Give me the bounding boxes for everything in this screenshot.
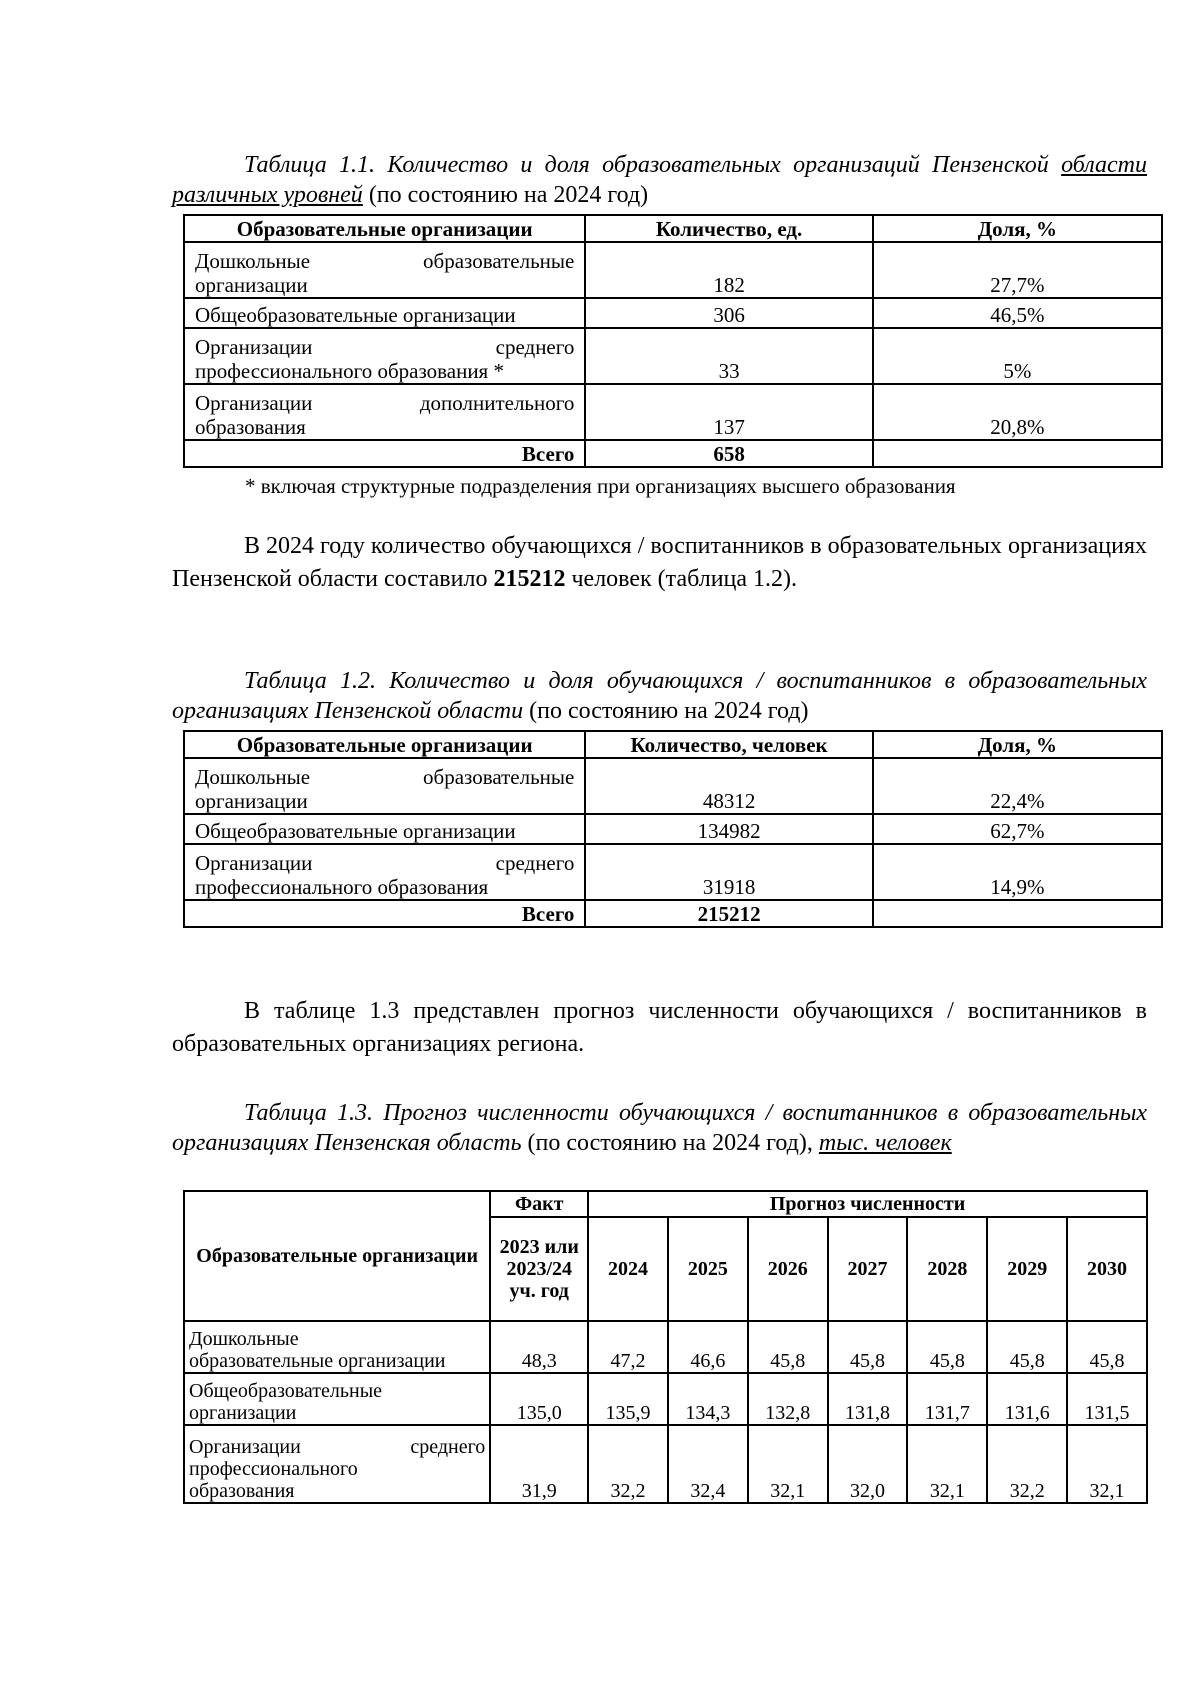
table2-header-count: Количество, человек [585, 731, 872, 758]
org-line1: Организации дополнительного [195, 391, 575, 415]
table-cell-value: 32,1 [1067, 1425, 1147, 1503]
table-cell-org: Общеобразовательные организации [184, 814, 585, 844]
table3-caption [172, 1098, 1147, 1158]
table-cell-value: 131,8 [828, 1373, 908, 1425]
table-row [184, 814, 1162, 844]
table-cell-value: 46,6 [668, 1321, 748, 1373]
org-line2: организации [195, 273, 308, 297]
table-cell-value: 32,1 [907, 1425, 987, 1503]
table-row [184, 844, 1162, 900]
table-cell-count: 134982 [585, 814, 872, 844]
table-row [184, 1321, 1147, 1373]
table2-total-value: 215212 [585, 900, 872, 927]
paragraph-2: В таблице 1.3 представлен прогноз численности обучающихся / воспитанников в образовательных организациях региона. [172, 998, 1147, 1057]
table-cell-share: 5% [873, 328, 1162, 384]
table-cell-value: 45,8 [748, 1321, 828, 1373]
table3-header-row-1 [184, 1191, 1147, 1217]
table3-header-year: 2028 [907, 1217, 987, 1321]
table-row [184, 758, 1162, 814]
table3-header-year: 2025 [668, 1217, 748, 1321]
table3-header-year: 2026 [748, 1217, 828, 1321]
table-cell-value: 47,2 [588, 1321, 668, 1373]
table-cell-value: 32,0 [828, 1425, 908, 1503]
table1 [183, 214, 1163, 468]
table2-caption-plain: (по состоянию на 2024 год) [523, 698, 809, 724]
table-cell-count: 31918 [585, 844, 872, 900]
table-cell-fact: 31,9 [490, 1425, 588, 1503]
table1-caption-underlined: области различных уровней [172, 152, 1148, 208]
org-line1: Дошкольные [189, 1328, 299, 1350]
table2-header-org: Образовательные организации [184, 731, 585, 758]
table-cell-share: 46,5% [873, 298, 1162, 328]
table3-header-year: 2024 [588, 1217, 668, 1321]
table-cell-org [184, 384, 585, 440]
org-line2: образовательные организации [189, 1350, 446, 1372]
table-cell-share: 22,4% [873, 758, 1162, 814]
org-line2: профессионального [189, 1458, 358, 1480]
table-cell-value: 45,8 [907, 1321, 987, 1373]
table-cell-count: 48312 [585, 758, 872, 814]
org-line3: образования [189, 1480, 295, 1502]
table2-header-share: Доля, % [873, 731, 1162, 758]
table-cell-org: Общеобразовательные организации [184, 298, 585, 328]
table3-caption-italic: Таблица 1.3. Прогноз численности обучающихся / воспитанников в образовательных организациях Пензенская область [172, 1100, 1147, 1156]
table1-header-share: Доля, % [873, 215, 1162, 242]
table-cell-org [184, 844, 585, 900]
table1-total-value: 658 [585, 440, 872, 467]
table1-header-row [184, 215, 1162, 242]
org-line1: Дошкольные образовательные [195, 765, 575, 789]
table-cell-value: 134,3 [668, 1373, 748, 1425]
table3 [183, 1190, 1148, 1504]
table-cell-value: 32,4 [668, 1425, 748, 1503]
para1-text-before: В 2024 году количество обучающихся / воспитанников в образовательных организациях Пензенской области составило [172, 533, 1147, 592]
table-cell-value: 131,6 [987, 1373, 1067, 1425]
table-row [184, 1425, 1147, 1503]
table1-total-row [184, 440, 1162, 467]
table2-total-row [184, 900, 1162, 927]
table1-caption-plain: (по состоянию на 2024 год) [362, 182, 649, 208]
table-cell-share: 14,9% [873, 844, 1162, 900]
table-cell-org [184, 1321, 490, 1373]
table2-caption [172, 666, 1147, 726]
org-line2: профессионального образования [195, 875, 489, 899]
para1-bold-number: 215212 [493, 566, 566, 592]
table3-caption-units: тыс. человек [818, 1130, 952, 1156]
org-line1: Общеобразовательные [189, 1380, 383, 1402]
table-cell-share: 62,7% [873, 814, 1162, 844]
table3-header-year: 2030 [1067, 1217, 1147, 1321]
table-row [184, 384, 1162, 440]
table-cell-org [184, 758, 585, 814]
table-cell-value: 135,9 [588, 1373, 668, 1425]
table-row [184, 328, 1162, 384]
table2-caption-italic: Таблица 1.2. Количество и доля обучающихся / воспитанников в образовательных организациях Пензенской области [172, 668, 1147, 724]
paragraph-1 [172, 530, 1147, 596]
table-cell-org [184, 1373, 490, 1425]
table-cell-count: 306 [585, 298, 872, 328]
table-cell-value: 131,7 [907, 1373, 987, 1425]
para1-text-after: человек (таблица 1.2). [565, 566, 798, 592]
table-cell-empty [873, 440, 1162, 467]
table1-caption [172, 150, 1147, 210]
org-line1: Организации среднего [195, 851, 575, 875]
table3-header-org: Образовательные организации [184, 1191, 490, 1321]
table3-header-fact: Факт [490, 1191, 588, 1217]
org-line1: Организации среднего [189, 1436, 486, 1458]
table1-caption-italic: Таблица 1.1. Количество и доля образовательных организаций Пензенской [244, 152, 1049, 178]
table-cell-org [184, 1425, 490, 1503]
table-cell-org [184, 242, 585, 298]
table-cell-value: 45,8 [828, 1321, 908, 1373]
table-cell-share: 27,7% [873, 242, 1162, 298]
org-line1: Организации среднего [195, 335, 575, 359]
table-cell-share: 20,8% [873, 384, 1162, 440]
table3-header-fact-year: 2023 или 2023/24 уч. год [490, 1217, 588, 1321]
table-cell-count: 137 [585, 384, 872, 440]
table-cell-count: 182 [585, 242, 872, 298]
table-cell-org [184, 328, 585, 384]
table-row [184, 298, 1162, 328]
table-cell-fact: 135,0 [490, 1373, 588, 1425]
org-line2: организации [195, 789, 308, 813]
table3-header-forecast: Прогноз численности [588, 1191, 1147, 1217]
table2 [183, 730, 1163, 928]
table3-caption-plain: (по состоянию на 2024 год), [521, 1130, 819, 1156]
table-cell-value: 32,2 [987, 1425, 1067, 1503]
table-cell-fact: 48,3 [490, 1321, 588, 1373]
table-cell-value: 45,8 [987, 1321, 1067, 1373]
table-row [184, 1373, 1147, 1425]
table-cell-count: 33 [585, 328, 872, 384]
table-row [184, 242, 1162, 298]
org-line2: образования [195, 415, 306, 439]
table-cell-value: 131,5 [1067, 1373, 1147, 1425]
table1-header-count: Количество, ед. [585, 215, 872, 242]
table2-total-label: Всего [184, 900, 585, 927]
table-cell-value: 32,1 [748, 1425, 828, 1503]
org-line2: организации [189, 1402, 297, 1424]
table2-header-row [184, 731, 1162, 758]
table1-header-org: Образовательные организации [184, 215, 585, 242]
table1-footnote: * включая структурные подразделения при организациях высшего образования [245, 474, 956, 498]
table3-header-year: 2027 [828, 1217, 908, 1321]
table-cell-value: 32,2 [588, 1425, 668, 1503]
table1-total-label: Всего [184, 440, 585, 467]
table-cell-value: 132,8 [748, 1373, 828, 1425]
org-line2: профессионального образования * [195, 359, 504, 383]
table-cell-value: 45,8 [1067, 1321, 1147, 1373]
table3-header-year: 2029 [987, 1217, 1067, 1321]
org-line1: Дошкольные образовательные [195, 249, 575, 273]
table-cell-empty [873, 900, 1162, 927]
